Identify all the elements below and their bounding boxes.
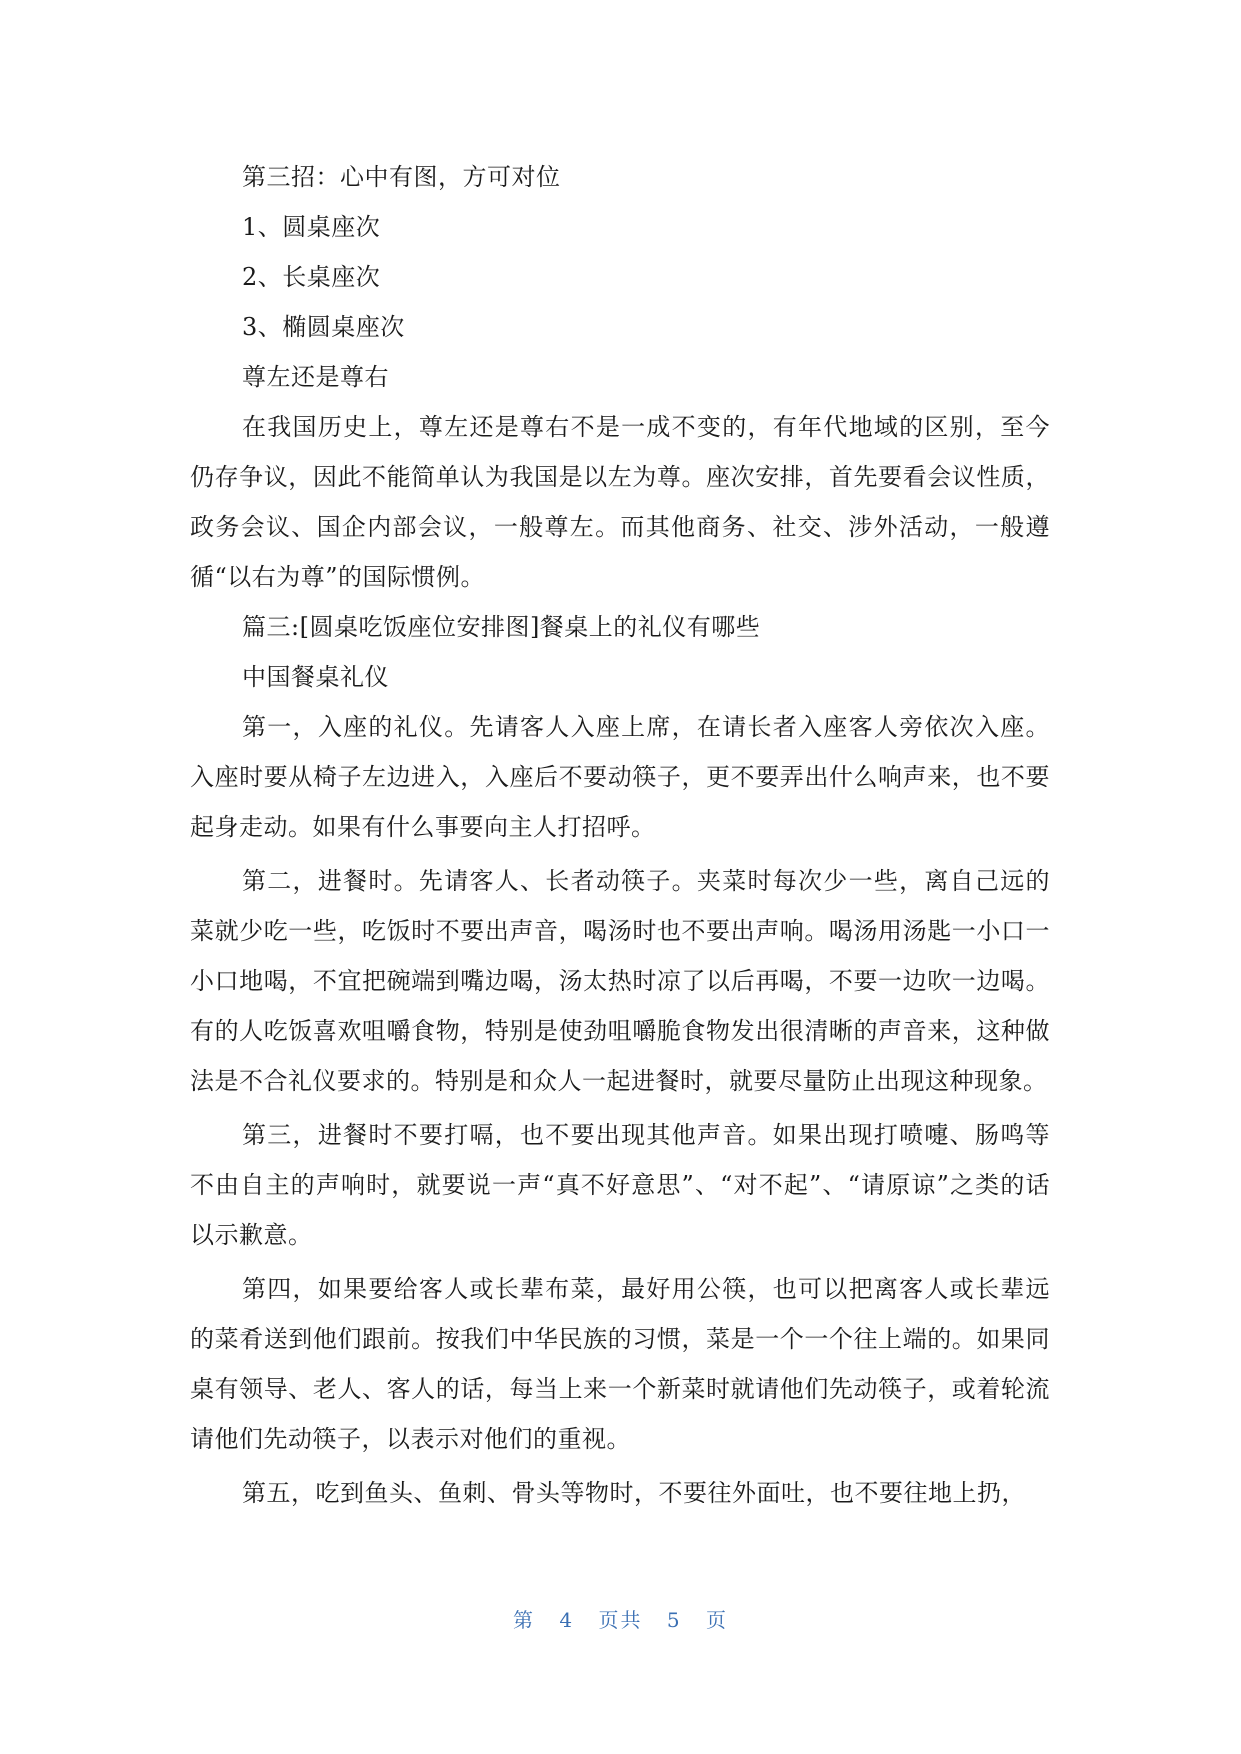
paragraph-third-rule: 第三，进餐时不要打嗝，也不要出现其他声音。如果出现打喷嚏、肠鸣等不由自主的声响时，就要说一声“真不好意思”、“对不起”、“请原谅”之类的话以示歉意。 <box>190 1121 1050 1249</box>
paragraph-fourth-rule: 第四，如果要给客人或长辈布菜，最好用公筷，也可以把离客人或长辈远的菜肴送到他们跟前。按我们中华民族的习惯，菜是一个一个往上端的。如果同桌有领导、老人、客人的话，每当上来一个新菜时就请他们先动筷子，或着轮流请他们先动筷子，以表示对他们的重视。 <box>190 1275 1050 1453</box>
paragraph-history: 在我国历史上，尊左还是尊右不是一成不变的，有年代地域的区别，至今仍存争议，因此不能简单认为我国是以左为尊。座次安排，首先要看会议性质，政务会议、国企内部会议，一般尊左。而其他商务、社交、涉外活动，一般遵循“以右为尊”的国际惯例。 <box>190 413 1050 591</box>
paragraph-list-item-2: 2、长桌座次 <box>242 263 381 291</box>
paragraph-list-item-3: 3、椭圆桌座次 <box>242 313 405 341</box>
page-footer <box>0 1604 1241 1633</box>
paragraph-second-rule: 第二，进餐时。先请客人、长者动筷子。夹菜时每次少一些，离自己远的菜就少吃一些，吃饭时不要出声音，喝汤时也不要出声响。喝汤用汤匙一小口一小口地喝，不宜把碗端到嘴边喝，汤太热时凉了以后再喝，不要一边吹一边喝。有的人吃饭喜欢咀嚼食物，特别是使劲咀嚼脆食物发出很清晰的声音来，这种做法是不合礼仪要求的。特别是和众人一起进餐时，就要尽量防止出现这种现象。 <box>190 867 1050 1095</box>
paragraph-heading-third-tip: 第三招：心中有图，方可对位 <box>242 163 561 191</box>
paragraph-first-rule: 第一，入座的礼仪。先请客人入座上席，在请长者入座客人旁依次入座。入座时要从椅子左边进入，入座后不要动筷子，更不要弄出什么响声来，也不要起身走动。如果有什么事要向主人打招呼。 <box>190 713 1050 841</box>
paragraph-list-item-1: 1、圆桌座次 <box>242 213 381 241</box>
paragraph-subheading-left-right: 尊左还是尊右 <box>242 363 389 391</box>
paragraph-section-title: 篇三:[圆桌吃饭座位安排图]餐桌上的礼仪有哪些 <box>242 613 761 641</box>
footer-middle: 页共 <box>598 1608 643 1632</box>
paragraph-fifth-rule: 第五，吃到鱼头、鱼刺、骨头等物时，不要往外面吐，也不要往地上扔， <box>242 1479 1026 1507</box>
footer-prefix: 第 <box>513 1608 536 1632</box>
footer-total-pages: 5 <box>666 1608 682 1632</box>
footer-suffix: 页 <box>705 1608 728 1632</box>
footer-current-page: 4 <box>559 1608 575 1632</box>
document-body <box>190 152 1050 1518</box>
paragraph-subheading-etiquette: 中国餐桌礼仪 <box>242 663 389 691</box>
